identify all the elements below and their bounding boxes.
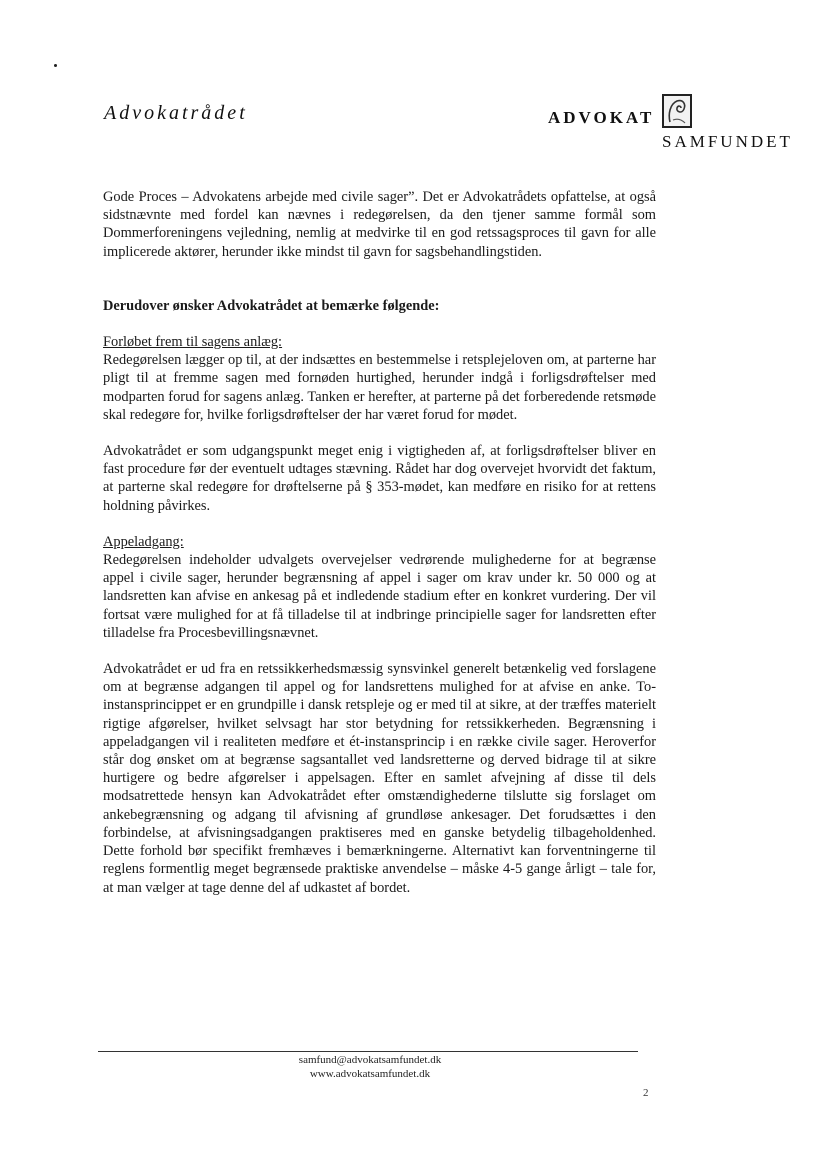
- page-number: 2: [643, 1087, 649, 1099]
- paragraph-forligsdroeftelser: Advokatrådet er som udgangspunkt meget enig i vigtigheden af, at forligsdrøftelser bliver en fast procedure før der eventuelt udtages stævning. Rådet har dog overvejet hvorvidt det faktum, at parterne skal redegøre for drøftelserne på § 353-mødet, kan medføre en risiko for at rettens holdning påvirkes.: [103, 443, 656, 514]
- footer: [0, 1053, 740, 1081]
- paragraph-forloebet: Redegørelsen lægger op til, at der indsættes en bestemmelse i retsplejeloven om, at parterne har pligt til at fremme sagen med fornøden hurtighed, herunder indgå i forligsdrøftelser med modparten forud for sagens anlæg. Tanken er herefter, at parterne på det forberedende retsmøde skal redegøre for, hvilke forligsdrøftelser der har været forud for mødet.: [103, 352, 656, 423]
- logo-emblem-icon: [662, 94, 692, 128]
- stray-mark: [54, 64, 57, 67]
- advokatsamfundet-logo: [548, 94, 808, 154]
- advokatraadet-title: Advokatrådet: [104, 102, 248, 124]
- footer-email: samfund@advokatsamfundet.dk: [298, 1054, 442, 1066]
- paragraph-appeladgang: Redegørelsen indeholder udvalgets overvejelser vedrørende mulighederne for at begrænse appel i civile sager, herunder begrænsning af appel i sager om krav under kr. 50 000 og at landsretten kan afvise en ankesag på et indledende stadium efter en konkret vurdering. Der vil fortsat være mulighed for at få tilladelse til at indbringe principielle sager for landsretten efter tilladelse fra Procesbevillingsnævnet.: [103, 552, 656, 641]
- section-heading: Derudover ønsker Advokatrådet at bemærke følgende:: [103, 297, 440, 314]
- subheading-forloebet: Forløbet frem til sagens anlæg:: [103, 334, 283, 351]
- subheading-appeladgang: Appeladgang:: [103, 533, 184, 550]
- footer-website: www.advokatsamfundet.dk: [309, 1068, 431, 1080]
- intro-paragraph: Gode Proces – Advokatens arbejde med civile sager”. Det er Advokatrådets opfattelse, at også sidstnævnte med fordel kan nævnes i redegørelsen, da den tjener samme formål som Dommerforeningens vejledning, nemlig at medvirke til en god retssagsproces til gavn for alle implicerede aktører, herunder ikke mindst til gavn for sagsbehandlingstiden.: [103, 189, 656, 260]
- letter-body: [103, 188, 656, 897]
- logo-text-samfundet: SAMFUNDET: [662, 132, 793, 151]
- logo-text-advokat: ADVOKAT: [548, 108, 655, 127]
- paragraph-retssikkerhed: Advokatrådet er ud fra en retssikkerhedsmæssig synsvinkel generelt betænkelig ved forslagene om at begrænse adgangen til appel og for landsrettens mulighed for at afvise en anke. To-instansprincippet er en grundpille i dansk retspleje og er med til at sikre, at der træffes materielt rigtige afgørelser, hvilket selvsagt har stor betydning for retssikkerheden. Begrænsning i appeladgangen vil i realiteten medføre et ét-instansprincip i en række civile sager. Heroverfor står dog ønsket om at begrænse sagsantallet ved landsretterne og derved bidrage til at sikre hurtigere og bedre afgørelser i appelsagen. Efter en samlet afvejning af disse til dels modsatrettede hensyn kan Advokatrådet efter omstændighederne tilslutte sig forslaget om ankebegrænsning og adgang til afvisning af grundløse ankesager. Det forudsættes i den forbindelse, at afvisningsadgangen praktiseres med en ganske betydelig tilbageholdenhed. Dette forhold bør specifikt fremhæves i bemærkningerne. Alternativt kan forventningerne til reglens formentlig meget begrænsede praktiske anvendelse – måske 4-5 gange årligt – tale for, at man vælger at tage denne del af udkastet af bordet.: [103, 661, 656, 896]
- footer-divider: [98, 1051, 638, 1052]
